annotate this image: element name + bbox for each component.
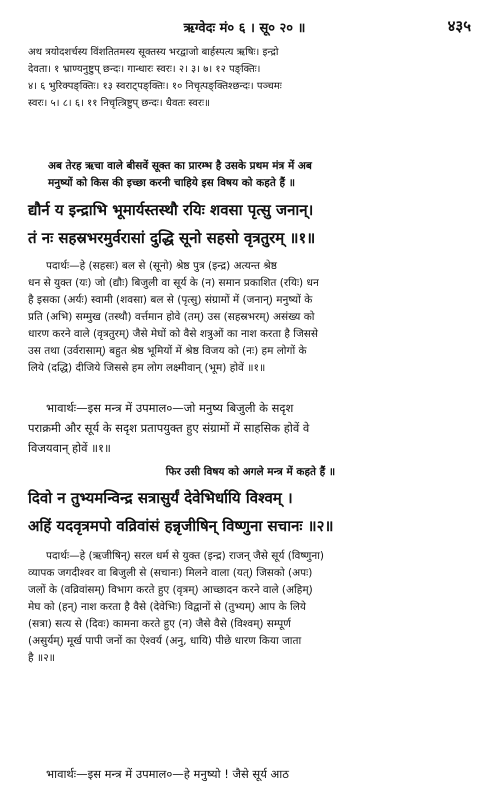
intro-line: ४। ६ भुरिक्पङ्क्तिः। १३ स्वराट्पङ्क्तिः। १० निचृत्पङ्क्तिश्छन्दः। पञ्चमः	[28, 81, 282, 92]
padartha-line: है इसका (अर्यः) स्वामी (शवसा) बल से (पृत्सु) संग्रामों में (जनान्) मनुष्यों के	[28, 294, 313, 306]
subject-heading-1	[48, 158, 468, 192]
bhavartha-line: विजयवान् होवें ॥१॥	[28, 441, 111, 455]
padartha-line: व्यापक जगदीश्वर वा बिजुली से (सचानः) मिलने वाला (यत्) जिसको (अपः)	[28, 567, 313, 579]
padartha-2	[28, 548, 473, 667]
padartha-line: है ॥२॥	[28, 652, 55, 664]
subject-line: फिर उसी विषय को अगले मन्त्र में कहते हैं ॥	[165, 466, 336, 478]
bhavartha-line: भावार्थः—इस मन्त्र में उपमाल०—जो मनुष्य बिजुली के सदृश	[46, 401, 294, 415]
padartha-line: (सत्रा) सत्य से (दिवः) कामना करते हुए (न) जैसे वैसे (विश्वम्) सम्पूर्ण	[28, 618, 291, 630]
padartha-line: धारण करने वाले (वृत्रतुरम्) जैसे मेघों को वैसे शत्रुओं का नाश करता है जिससे	[28, 328, 318, 340]
padartha-line: मेघ को (हन्) नाश करता है वैसे (देवेभिः) विद्वानों से (तुभ्यम्) आप के लिये	[28, 601, 306, 613]
padartha-1	[28, 258, 473, 377]
mantra-line: तं नः सहस्रभरमुर्वरासां दुद्धि सूनो सहसो वृत्रतुरम् ॥१॥	[28, 229, 316, 247]
mantra-2	[28, 484, 478, 540]
mantra-line: अहिं यदवृत्रमपो वव्रिवांसं हन्नृजीषिन् विष्णुना सचानः ॥२॥	[28, 517, 334, 535]
padartha-line: (असुर्यम्) मूर्ख पापी जनों का ऐश्वर्य (अनु, धायि) पीछे धारण किया जाता	[28, 635, 302, 647]
subject-line: मनुष्यों को किस की इच्छा करनी चाहिये इस विषय को कहते हैं ॥	[48, 177, 295, 189]
page-header	[0, 14, 489, 40]
sukta-intro	[28, 44, 473, 112]
running-title: ऋग्वेदः मं० ६ । सू० २० ॥	[183, 21, 306, 36]
mantra-line: द्यौर्न य इन्द्राभि भूमार्यस्तस्थौ रयिः शवसा पृत्सु जनान्।	[28, 201, 314, 219]
bhavartha-line: पराक्रमी और सूर्य के सदृश प्रतापयुक्त हुए संग्रामों में साहसिक होवें वे	[28, 421, 310, 435]
intro-line: देवता। १ भ्राण्यनुष्टुप् छन्दः। गान्धारः स्वरः। २। ३। ७। १२ पङ्क्तिः।	[28, 64, 261, 75]
mantra-line: दिवो न तुभ्यमन्विन्द्र सत्रासुर्यं देवेभिर्धायि विश्वम् ।	[28, 489, 293, 507]
padartha-line: पदार्थः—हे (सहसः) बल से (सूनो) श्रेष्ठ पुत्र (इन्द्र) अत्यन्त श्रेष्ठ	[46, 260, 277, 272]
padartha-line: उस तथा (उर्वरासाम्) बहुत श्रेष्ठ भूमियों में श्रेष्ठ विजय को (नः) हम लोगों के	[28, 345, 307, 357]
subject-line: अब तेरह ऋचा वाले बीसवें सूक्त का प्रारम्भ है उसके प्रथम मंत्र में अब	[48, 160, 312, 172]
padartha-line: धन से युक्त (यः) जो (द्यौः) बिजुली वा सूर्य के (न) समान प्रकाशित (रयिः) धन	[28, 277, 319, 289]
padartha-line: पदार्थः—हे (ऋजीषिन्) सरल धर्म से युक्त (इन्द्र) राजन् जैसे सूर्य (विष्णुना)	[46, 550, 325, 562]
mantra-1	[28, 196, 478, 252]
intro-line: अथ त्रयोदशर्चस्य विंशतितमस्य सूक्तस्य भरद्वाजो बार्हस्पत्य ऋषिः। इन्द्रो	[28, 47, 279, 58]
page-number: ४३५	[447, 17, 471, 35]
intro-line: स्वरः। ५। ८। ६। ११ निचृत्त्रिष्टुप् छन्दः। धैवतः स्वरः॥	[28, 98, 210, 109]
subject-heading-2	[28, 464, 473, 481]
padartha-line: लिये (दद्धि) दीजिये जिससे हम लोग लक्ष्मीवान् (भूम) होवें ॥१॥	[28, 362, 266, 374]
bhavartha-line: भावार्थः—इस मन्त्र में उपमाल०—हे मनुष्यो ! जैसे सूर्य आठ	[46, 767, 289, 781]
padartha-line: जलों के (वव्रिवांसम्) विभाग करते हुए (वृत्रम्) आच्छादन करने वाले (अहिम्)	[28, 584, 313, 596]
bhavartha-2	[28, 764, 473, 784]
padartha-line: प्रति (अभि) सम्मुख (तस्थौ) वर्त्तमान होवे (तम्) उस (सहस्रभरम्) असंख्य को	[28, 311, 315, 323]
bhavartha-1	[28, 398, 473, 458]
